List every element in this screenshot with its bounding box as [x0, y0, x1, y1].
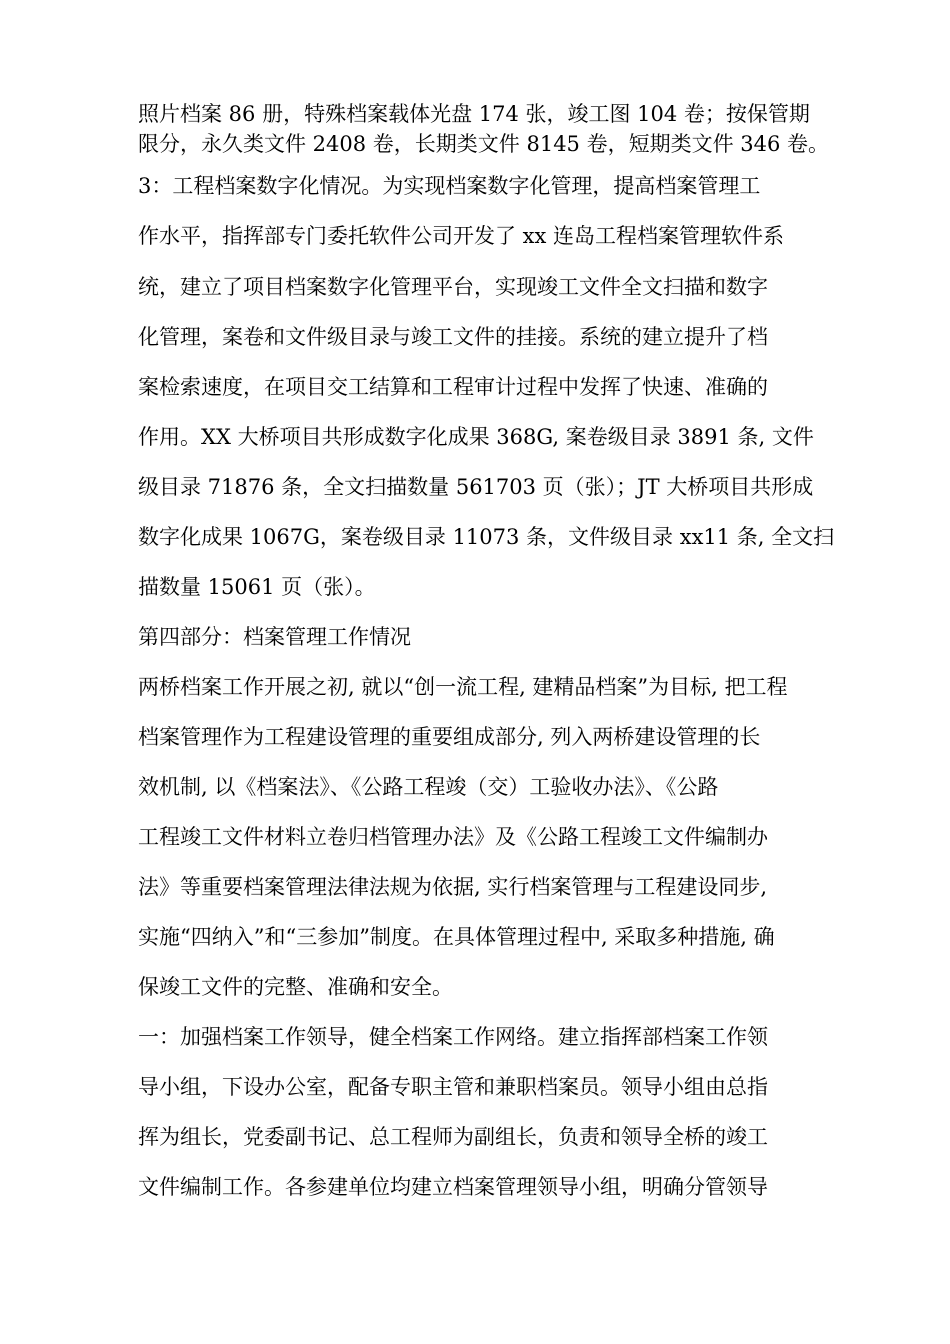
body-text-line: 法》等重要档案管理法律法规为依据, 实行档案管理与工程建设同步, — [138, 875, 768, 899]
body-text-line: 一：加强档案工作领导，健全档案工作网络。建立指挥部档案工作领 — [138, 1025, 768, 1049]
body-text-line: 作水平，指挥部专门委托软件公司开发了 xx 连岛工程档案管理软件系 — [138, 224, 785, 248]
body-text-line: 工程竣工文件材料立卷归档管理办法》及《公路工程竣工文件编制办 — [138, 825, 768, 849]
body-text-line: 文件编制工作。各参建单位均建立档案管理领导小组，明确分管领导 — [138, 1175, 768, 1199]
body-text-line: 两桥档案工作开展之初, 就以“创一流工程, 建精品档案”为目标, 把工程 — [138, 675, 788, 699]
body-text-line: 实施“四纳入”和“三参加”制度。在具体管理过程中, 采取多种措施, 确 — [138, 925, 775, 949]
section-heading: 第四部分：档案管理工作情况 — [138, 625, 411, 649]
body-text-line: 作用。XX 大桥项目共形成数字化成果 368G, 案卷级目录 3891 条, 文件 — [138, 425, 814, 449]
body-text-line: 化管理，案卷和文件级目录与竣工文件的挂接。系统的建立提升了档 — [138, 325, 768, 349]
body-text-line: 案检索速度，在项目交工结算和工程审计过程中发挥了快速、准确的 — [138, 375, 768, 399]
body-text-line: 限分，永久类文件 2408 卷，长期类文件 8145 卷，短期类文件 346 卷。 — [138, 132, 830, 156]
body-text-line: 统，建立了项目档案数字化管理平台，实现竣工文件全文扫描和数字 — [138, 275, 768, 299]
body-text-line: 级目录 71876 条，全文扫描数量 561703 页（张）；JT 大桥项目共形成 — [138, 475, 814, 499]
body-text-line: 3：工程档案数字化情况。为实现档案数字化管理，提高档案管理工 — [138, 174, 761, 198]
body-text-line: 效机制, 以《档案法》、《公路工程竣（交）工验收办法》、《公路 — [138, 775, 719, 799]
body-text-line: 照片档案 86 册，特殊档案载体光盘 174 张，竣工图 104 卷；按保管期 — [138, 102, 810, 126]
body-text-line: 数字化成果 1067G，案卷级目录 11073 条，文件级目录 xx11 条, 全文扫 — [138, 525, 835, 549]
body-text-line: 描数量 15061 页（张）。 — [138, 575, 376, 599]
body-text-line: 导小组，下设办公室，配备专职主管和兼职档案员。领导小组由总指 — [138, 1075, 768, 1099]
body-text-line: 档案管理作为工程建设管理的重要组成部分, 列入两桥建设管理的长 — [138, 725, 761, 749]
body-text-line: 保竣工文件的完整、准确和安全。 — [138, 975, 453, 999]
body-text-line: 挥为组长，党委副书记、总工程师为副组长，负责和领导全桥的竣工 — [138, 1125, 768, 1149]
